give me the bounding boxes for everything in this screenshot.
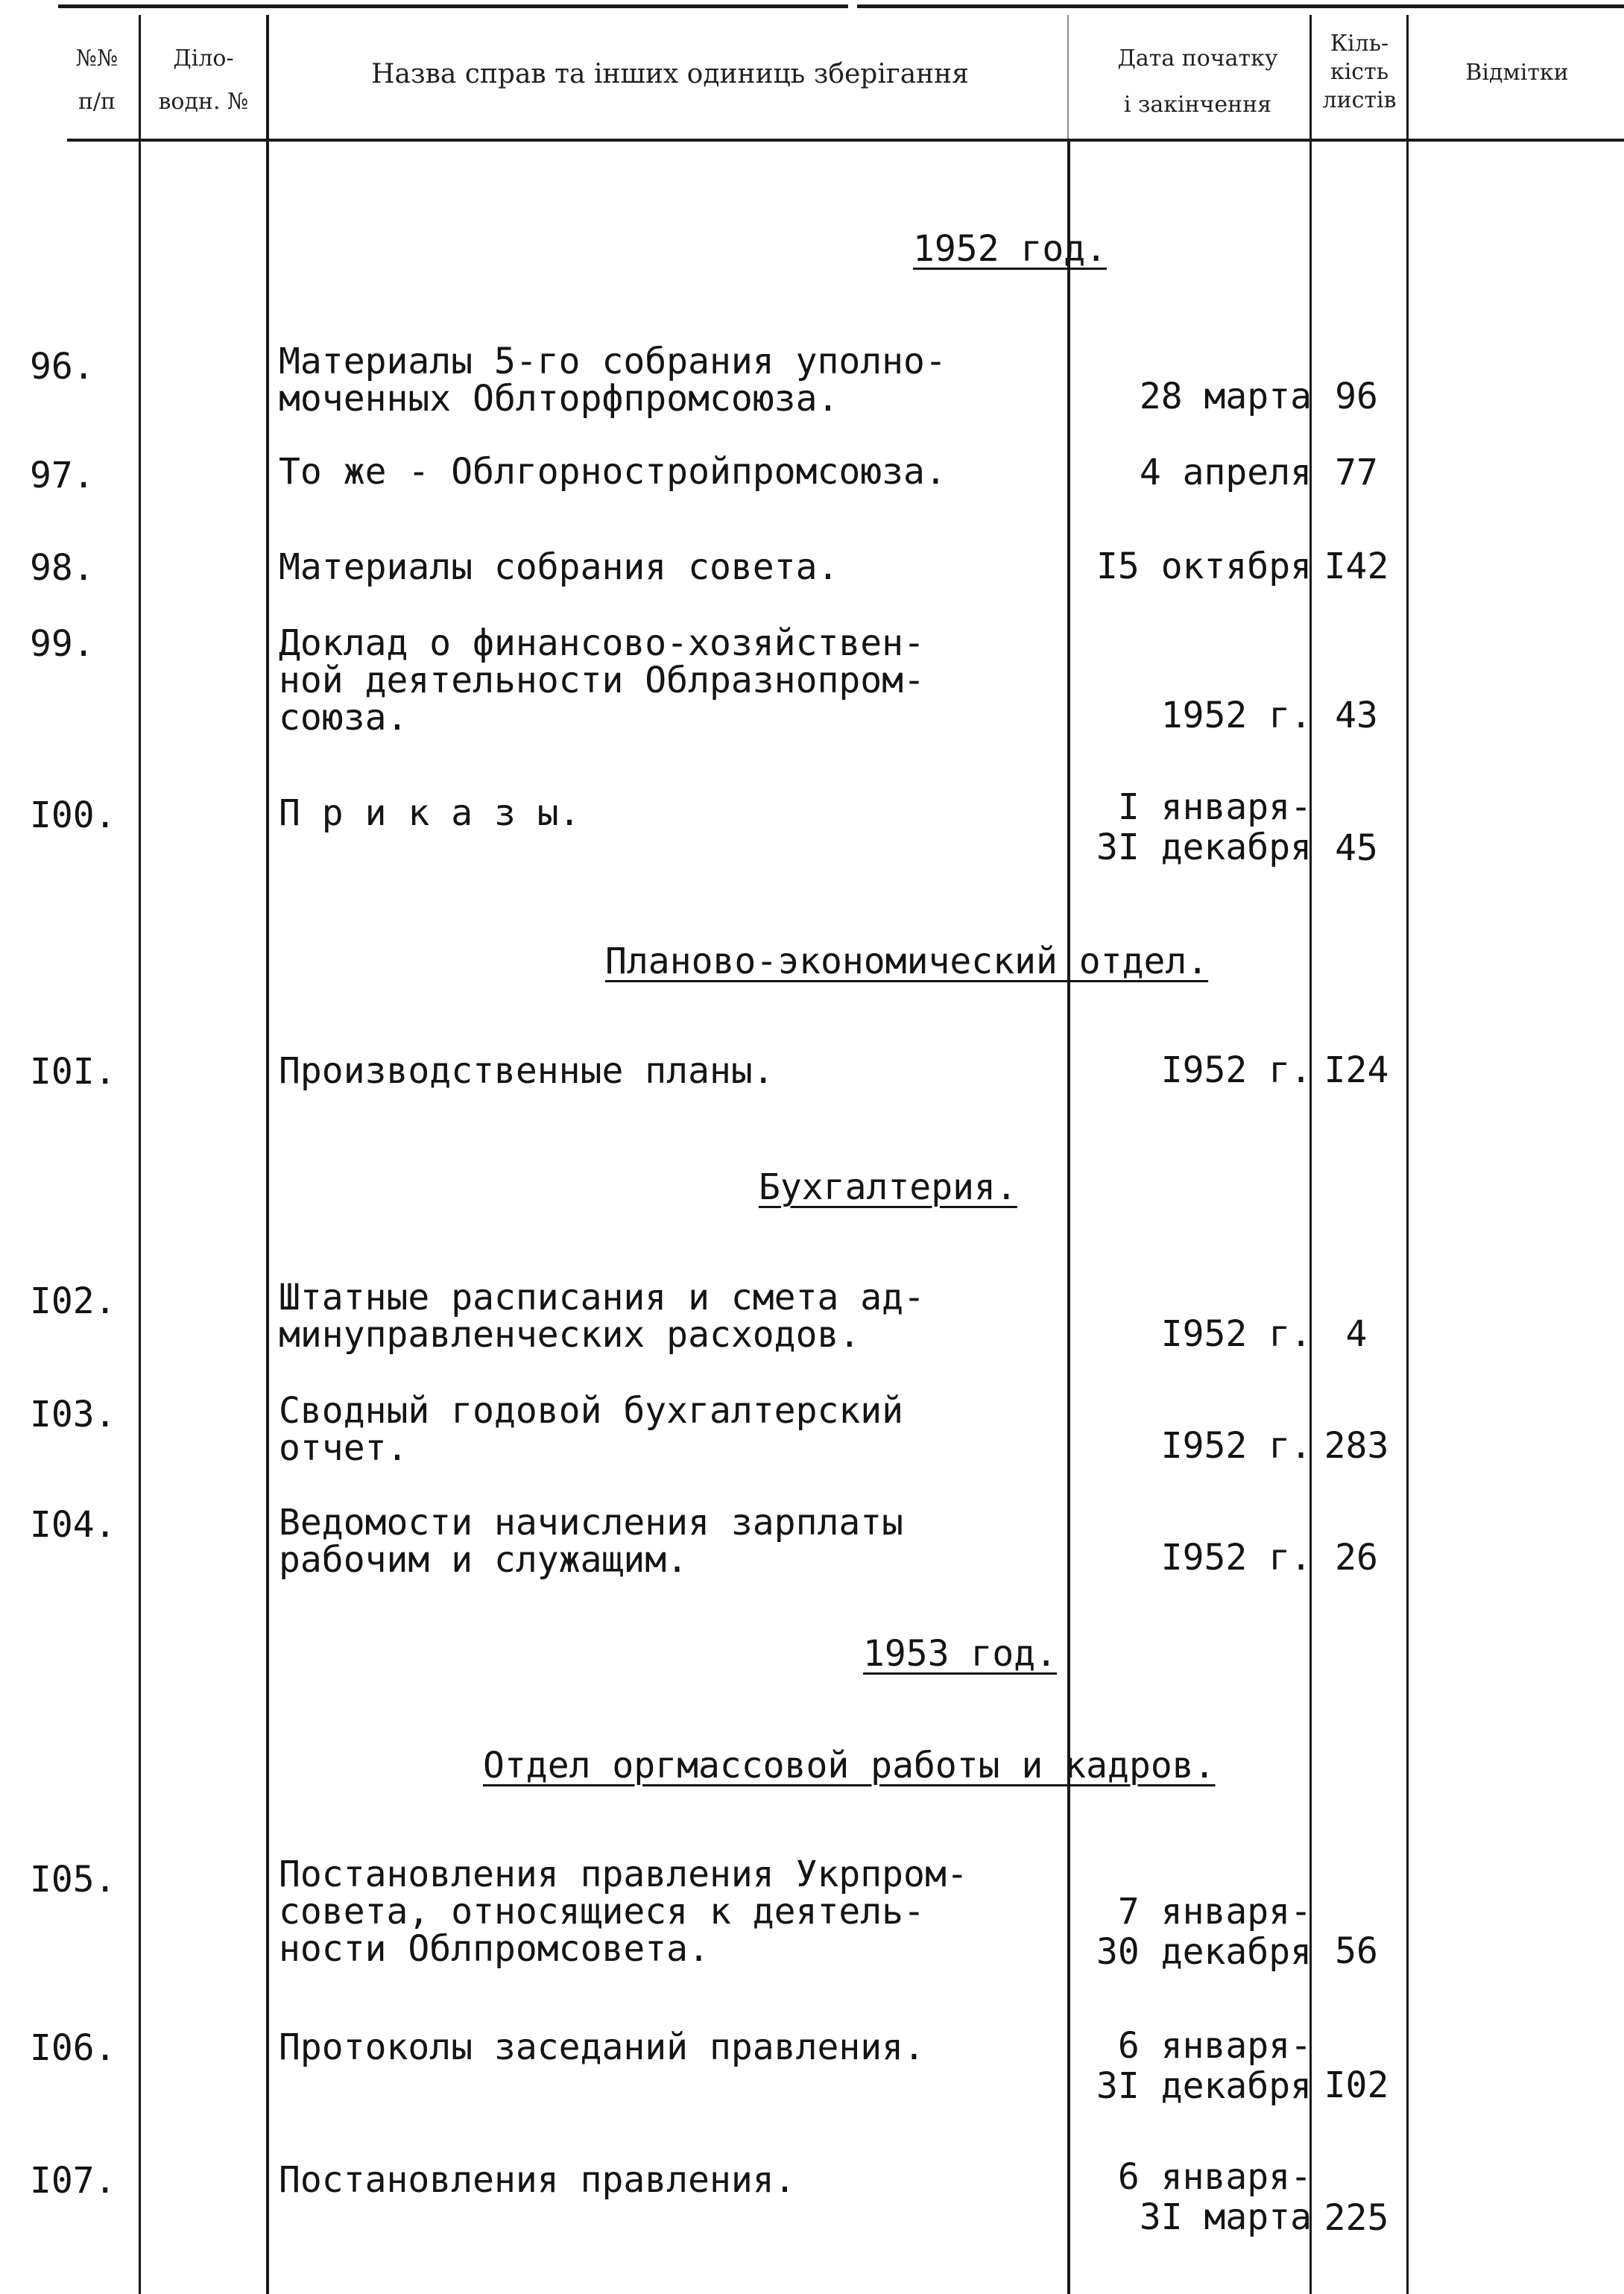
row-title: П р и к а з ы. bbox=[279, 792, 581, 834]
row-number: I02. bbox=[30, 1280, 116, 1322]
row-number: I00. bbox=[30, 794, 116, 836]
row-sheets: I02 bbox=[1324, 2064, 1389, 2106]
row-sheets: 43 bbox=[1335, 695, 1378, 736]
header-office-num: Діло- водн. № bbox=[158, 45, 249, 115]
header-bottom-rule bbox=[67, 139, 1624, 142]
row-date: I января- 3I декабря bbox=[1096, 786, 1312, 868]
row-date: I952 г. bbox=[1160, 1537, 1312, 1579]
row-sheets: 283 bbox=[1324, 1425, 1389, 1467]
top-rule-right bbox=[857, 4, 1624, 8]
row-date: I952 г. bbox=[1160, 1425, 1312, 1467]
row-title: Материалы собрания совета. bbox=[279, 546, 839, 588]
top-rule-left bbox=[58, 4, 848, 8]
row-date: I952 г. bbox=[1160, 1049, 1312, 1091]
row-number: I04. bbox=[30, 1504, 116, 1546]
section-planning-dept: Планово-экономический отдел. bbox=[605, 941, 1209, 982]
row-title: То же - Облгорностройпромсоюза. bbox=[279, 451, 947, 493]
row-date: 6 января- 3I марта bbox=[1117, 2156, 1312, 2238]
row-date: I5 октября bbox=[1096, 546, 1312, 587]
column-rule-2 bbox=[266, 15, 269, 2294]
row-title: Материалы 5-го собрания уполно- моченных Облторфпромсоюза. bbox=[279, 341, 947, 420]
row-sheets: 77 bbox=[1335, 452, 1378, 493]
header-sheets: Кіль- кість листів bbox=[1322, 31, 1397, 113]
row-title: Штатные расписания и смета ад- минуправленческих расходов. bbox=[279, 1277, 925, 1356]
row-sheets: 56 bbox=[1335, 1930, 1378, 1972]
row-date: 7 января- 30 декабря bbox=[1096, 1891, 1312, 1973]
section-year-1953: 1953 год. bbox=[863, 1633, 1058, 1675]
row-title: Производственные планы. bbox=[279, 1050, 774, 1092]
header-num: №№ п/п bbox=[75, 45, 119, 115]
row-number: I06. bbox=[30, 2027, 116, 2069]
header-dates: Дата початку і закінчення bbox=[1117, 45, 1278, 118]
row-number: 98. bbox=[30, 547, 95, 589]
row-number: 96. bbox=[30, 346, 95, 388]
row-sheets: 96 bbox=[1335, 376, 1378, 417]
row-number: I03. bbox=[30, 1394, 116, 1435]
row-title: Постановления правления. bbox=[279, 2159, 796, 2201]
row-number: I0I. bbox=[30, 1051, 116, 1093]
row-title: Постановления правления Укрпром- совета, относящиеся к деятель- ности Облпромсовета. bbox=[279, 1854, 968, 1970]
row-number: I05. bbox=[30, 1859, 116, 1900]
row-number: 97. bbox=[30, 455, 95, 496]
row-title: Ведомости начисления зарплаты рабочим и служащим. bbox=[279, 1502, 904, 1581]
section-accounting: Бухгалтерия. bbox=[759, 1166, 1017, 1208]
row-number: 99. bbox=[30, 623, 95, 665]
row-date: 4 апреля bbox=[1139, 452, 1312, 493]
row-sheets: I42 bbox=[1324, 546, 1389, 587]
row-sheets: 225 bbox=[1324, 2197, 1389, 2239]
row-title: Сводный годовой бухгалтерский отчет. bbox=[279, 1390, 904, 1469]
row-title: Протоколы заседаний правления. bbox=[279, 2026, 925, 2068]
row-title: Доклад о финансово-хозяйствен- ной деятельности Облразнопром- союза. bbox=[279, 622, 925, 739]
row-sheets: 26 bbox=[1335, 1537, 1378, 1579]
header-notes: Відмітки bbox=[1465, 60, 1569, 86]
section-org-dept: Отдел оргмассовой работы и кадров. bbox=[483, 1745, 1216, 1786]
header-title: Назва справ та інших одиниць зберігання bbox=[371, 59, 969, 89]
row-date: I952 г. bbox=[1160, 1313, 1312, 1355]
row-date: 6 января- 3I декабря bbox=[1096, 2025, 1312, 2107]
column-rule-5 bbox=[1406, 15, 1409, 2294]
row-sheets: 45 bbox=[1335, 827, 1378, 869]
row-sheets: 4 bbox=[1345, 1313, 1368, 1355]
row-number: I07. bbox=[30, 2160, 116, 2202]
section-year-1952: 1952 год. bbox=[913, 228, 1108, 270]
row-date: 28 марта bbox=[1139, 376, 1312, 417]
row-date: 1952 г. bbox=[1160, 695, 1312, 736]
column-rule-1 bbox=[139, 15, 141, 2294]
row-sheets: I24 bbox=[1324, 1049, 1389, 1091]
